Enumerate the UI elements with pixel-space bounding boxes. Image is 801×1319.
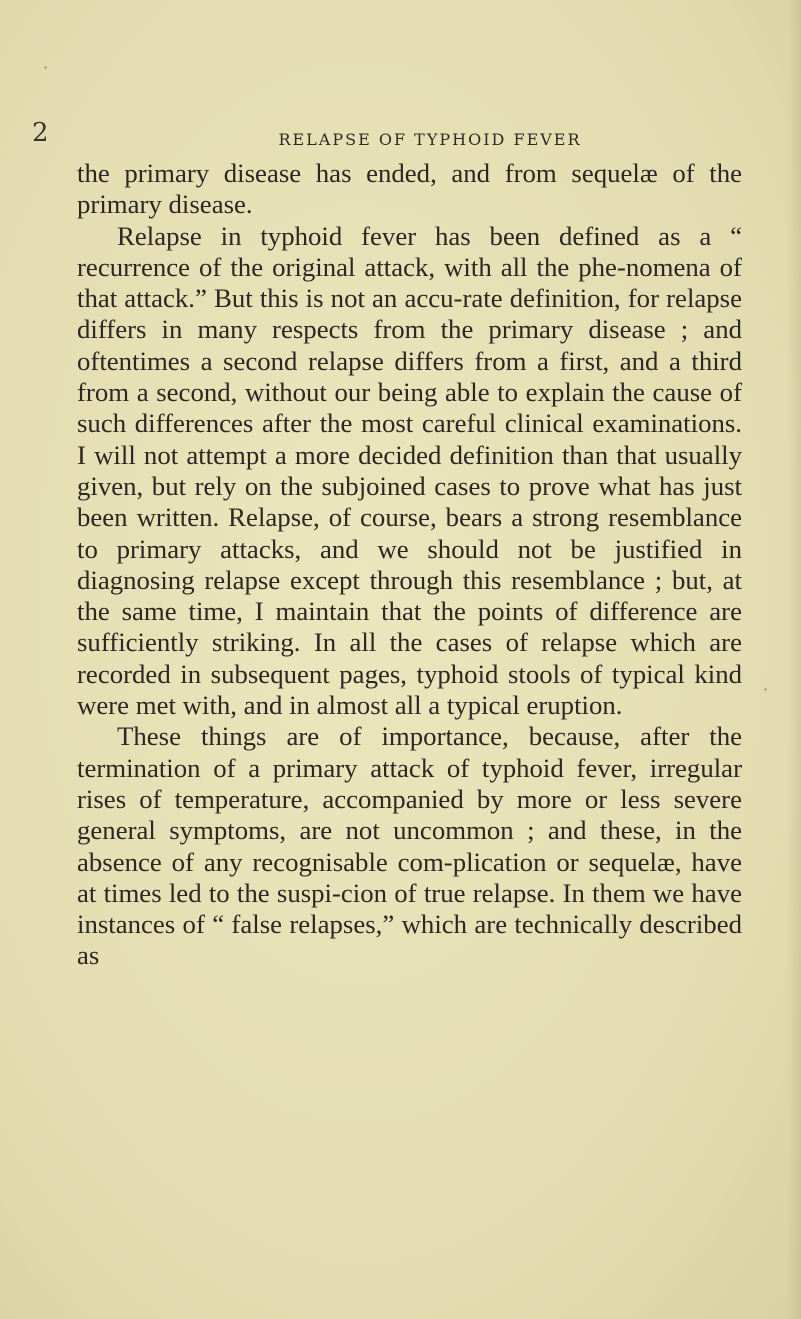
page-edge-shadow xyxy=(787,0,801,1319)
page-number: 2 xyxy=(32,118,49,148)
paper-speck xyxy=(44,66,47,69)
paper-speck xyxy=(764,688,767,691)
paragraph: These things are of importance, because, after the termination of a primary attack of typhoid fever, irregular rises of temperature, accompanied by more or less severe general symptoms, are not uncommon ; and these, in the absence of any recognisable com-plication or sequelæ, have at times led to the suspi-cion of true relapse. In them we have instances of “ false relapses,” which are technically described as xyxy=(77,721,742,971)
paragraph: Relapse in typhoid fever has been defined as a “ recurrence of the original attack, with all the phe-nomena of that attack.” But this is not an accu-rate definition, for relapse differs in many respects from the primary disease ; and oftentimes a second relapse differs from a first, and a third from a second, without our being able to explain the cause of such differences after the most careful clinical examinations. I will not attempt a more decided definition than that usually given, but rely on the subjoined cases to prove what has just been written. Relapse, of course, bears a strong resemblance to primary attacks, and we should not be justified in diagnosing relapse except through this resemblance ; but, at the same time, I maintain that the points of difference are sufficiently striking. In all the cases of relapse which are recorded in subsequent pages, typhoid stools of typical kind were met with, and in almost all a typical eruption. xyxy=(77,220,742,721)
paragraph: the primary disease has ended, and from sequelæ of the primary disease. xyxy=(77,158,742,220)
running-title: RELAPSE OF TYPHOID FEVER xyxy=(278,130,582,149)
body-text xyxy=(77,158,742,972)
running-head xyxy=(32,118,732,154)
